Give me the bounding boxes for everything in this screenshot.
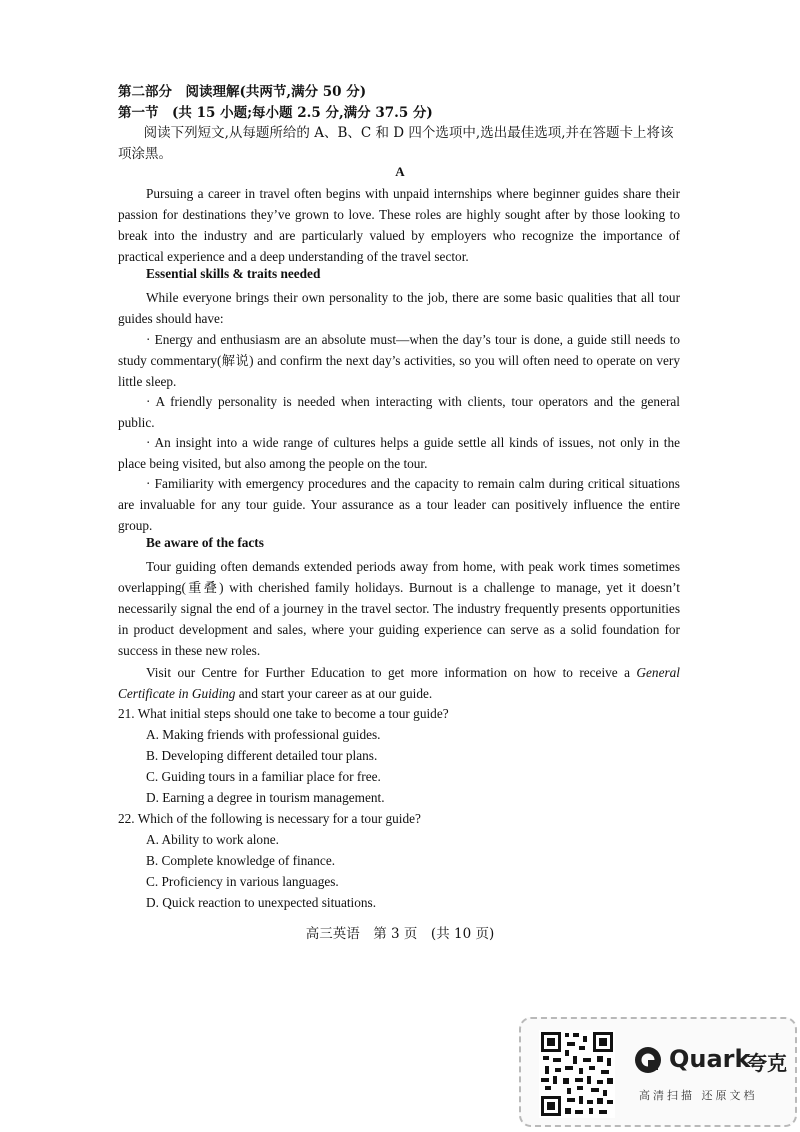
quark-brand-cn: 夸克 [747, 1051, 787, 1075]
q21-option-a: A. Making friends with professional guides. [146, 727, 381, 742]
quark-q-icon [633, 1045, 663, 1075]
bullet-friendly: · A friendly personality is needed when interacting with clients, tour operators and the general public. [118, 394, 680, 430]
question-22: 22. Which of the following is necessary for a tour guide? [118, 811, 421, 826]
section-heading: 第一节 (共 15 小题;每小题 2.5 分,满分 37.5 分) [118, 105, 433, 121]
q22-option-b: B. Complete knowledge of finance. [146, 853, 336, 868]
bullet-cultures: · An insight into a wide range of cultures helps a guide settle all kinds of issues, not only in the place being visited, but also among the people on the tour. [118, 435, 680, 471]
q21-option-c: C. Guiding tours in a familiar place for free. [146, 769, 381, 784]
quark-brand: Quark [669, 1045, 751, 1073]
part-heading: 第二部分 阅读理解(共两节,满分 50 分) [118, 84, 367, 100]
closing-text: Visit our Centre for Further Education to get more information on how to receive a [146, 665, 637, 680]
closing-paragraph [118, 662, 680, 704]
q22-option-d: D. Quick reaction to unexpected situations. [146, 895, 377, 910]
subheading-facts: Be aware of the facts [146, 535, 264, 550]
question-21: 21. What initial steps should one take to become a tour guide? [118, 706, 449, 721]
bullet-emergency: · Familiarity with emergency procedures and the capacity to remain calm during critical situations are invaluable for any tour guide. Your assurance as a tour leader can positively influence the entire group. [118, 476, 680, 533]
q21-option-d: D. Earning a degree in tourism management. [146, 790, 385, 805]
skills-intro: While everyone brings their own personality to the job, there are some basic qualities that all tour guides should have: [118, 290, 680, 326]
q22-option-a: A. Ability to work alone. [146, 832, 279, 847]
facts-paragraph: Tour guiding often demands extended periods away from home, with peak work times sometimes overlapping(重叠) with cherished family holidays. Burnout is a challenge to manage, yet it doesn’t necessarily signal the end of a journey in the travel sector. The industry frequently presents opportunities in product development and sales, where your guiding experience can serve as a solid foundation for success in these new roles. [118, 559, 680, 658]
q22-option-c: C. Proficiency in various languages. [146, 874, 339, 889]
quark-tagline: 高清扫描 还原文档 [639, 1089, 758, 1102]
subheading-skills: Essential skills & traits needed [146, 266, 321, 281]
q21-option-b: B. Developing different detailed tour plans. [146, 748, 378, 763]
closing-text-end: and start your career as at our guide. [235, 686, 433, 701]
qr-code-icon [539, 1030, 615, 1118]
page-footer: 高三英语 第 3 页 (共 10 页) [305, 926, 495, 942]
passage-label: A [395, 164, 405, 179]
instructions: 阅读下列短文,从每题所给的 A、B、C 和 D 四个选项中,选出最佳选项,并在答题卡上将该项涂黑。 [118, 125, 674, 162]
quark-watermark [519, 1017, 797, 1127]
certificate-name: General Certificate in Guiding [118, 665, 680, 701]
bullet-energy: · Energy and enthusiasm are an absolute must—when the day’s tour is done, a guide still needs to study commentary(解说) and confirm the next day’s activities, so you will often need to operate on very little sleep. [118, 332, 680, 389]
passage-intro: Pursuing a career in travel often begins with unpaid internships where beginner guides share their passion for destinations they’ve grown to love. These roles are highly sought after by those looking to break into the industry and are particularly valued by employers who recognize the importance of practical experience and a deep understanding of the travel sector. [118, 186, 680, 264]
